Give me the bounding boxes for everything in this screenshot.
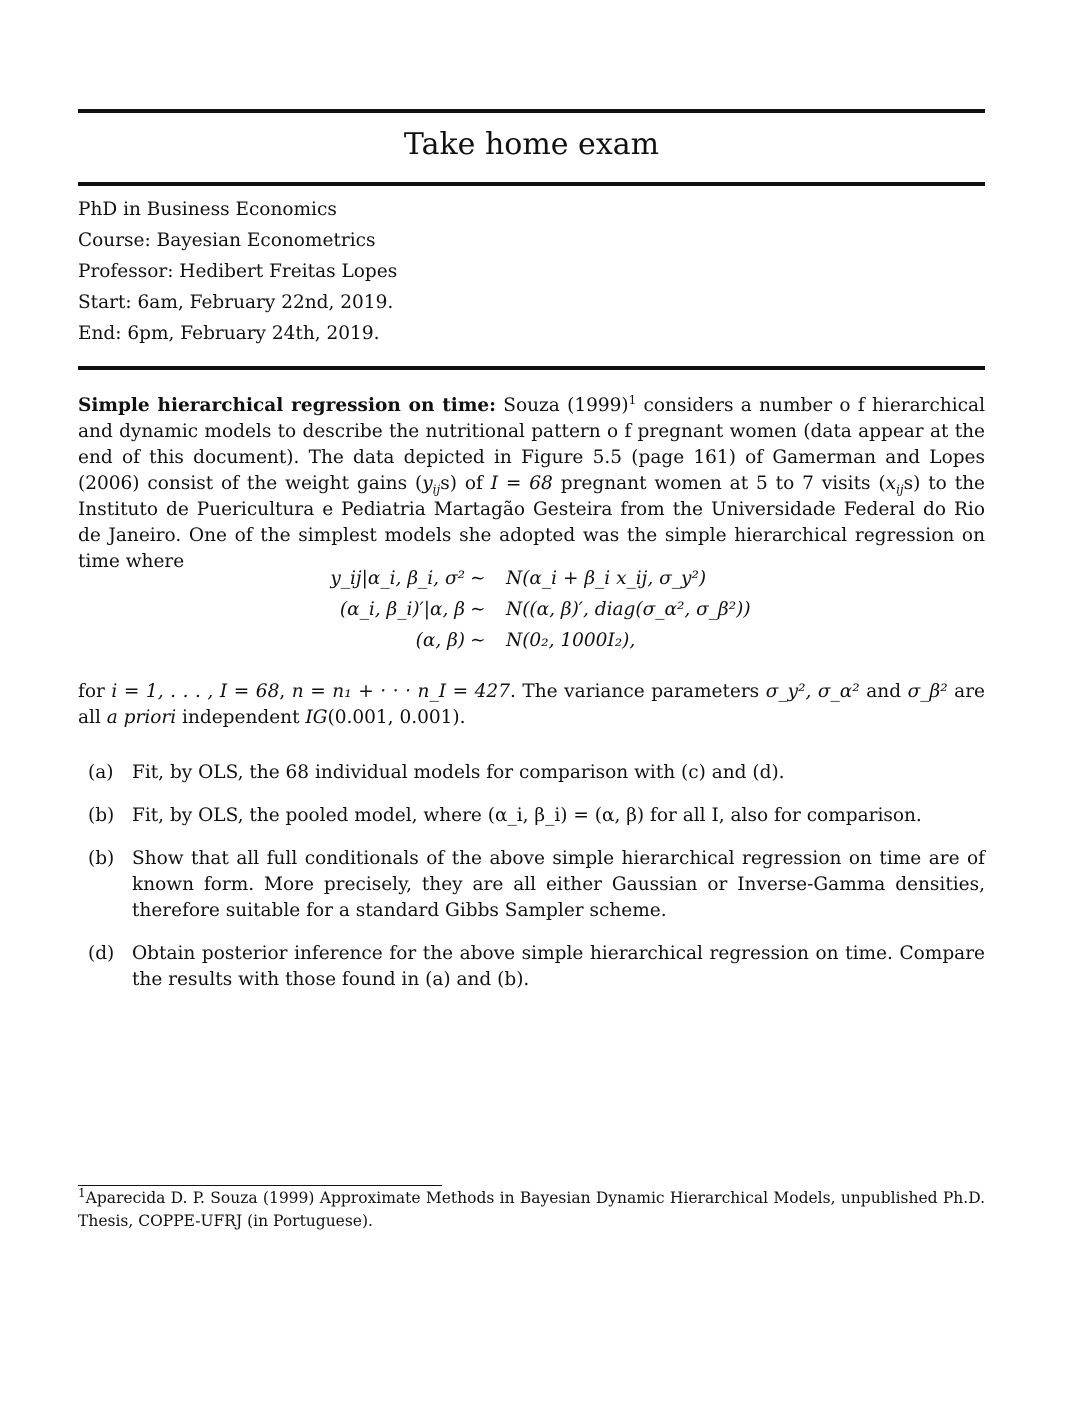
equation-lhs: (α_i, β_i)′|α, β — [339, 599, 465, 620]
footnote-text: Aparecida D. P. Souza (1999) Approximate Methods in Bayesian Dynamic Hierarchical Models, unpublished Ph.D. Thesis, COPPE-UFRJ (in Portuguese). — [78, 1189, 985, 1230]
sample-size: n = n₁ + · · · n_I = 427 — [291, 681, 510, 702]
intro-text-d: pregnant women at 5 to 7 visits ( — [552, 473, 886, 494]
y-sub: ij — [432, 482, 441, 497]
variance-text: . The variance parameters — [509, 681, 766, 702]
professor-line: Professor: Hedibert Freitas Lopes — [78, 261, 398, 282]
equation-rhs: N((α, β)′, diag(σ_α², σ_β²)) — [506, 599, 751, 620]
page-title: Take home exam — [403, 127, 660, 162]
equation-row — [78, 568, 985, 599]
course-line: Course: Bayesian Econometrics — [78, 230, 376, 251]
equation-lhs: y_ij|α_i, β_i, σ² — [330, 568, 465, 589]
index-range: i = 1, . . . , I = 68 — [111, 681, 280, 702]
start-line: Start: 6am, February 22nd, 2019. — [78, 292, 394, 313]
equation-row — [78, 599, 985, 630]
variance-text: independent — [176, 707, 306, 728]
model-equations — [78, 568, 985, 661]
I-equation: I = 68 — [490, 473, 553, 494]
variance-paragraph — [78, 679, 985, 731]
item-text: Obtain posterior inference for the above simple hierarchical regression on time. Compare the results with those found in (a) and (b). — [132, 943, 985, 990]
a-priori-text: a priori — [106, 707, 177, 728]
variance-text: and — [859, 681, 908, 702]
y-var: y — [422, 473, 433, 494]
equation-row — [78, 630, 985, 661]
equation-relation: ∼ — [470, 630, 486, 651]
meta-rule — [78, 366, 985, 370]
variance-param-beta: σ_β² — [907, 681, 948, 702]
program-line: PhD in Business Economics — [78, 199, 337, 220]
variance-text: for — [78, 681, 112, 702]
intro-text-c: s) of — [440, 473, 491, 494]
intro-text-a: Souza (1999) — [496, 395, 629, 416]
item-text: Fit, by OLS, the pooled model, where (α_i, β_i) = (α, β) for all I, also for comparison. — [132, 805, 922, 826]
intro-text-e: s) to the Instituto de Puericultura e Pediatria Martagão Gesteira from the Universidade Federal do Rio de Janeiro. One of the simplest models she adopted was the simple hierarchical regression on time where — [78, 473, 985, 572]
x-sub: ij — [896, 482, 904, 497]
list-item — [88, 941, 985, 993]
x-var: x — [885, 473, 897, 494]
equation-relation: ∼ — [470, 599, 486, 620]
end-line: End: 6pm, February 24th, 2019. — [78, 323, 380, 344]
footnote-rule — [78, 1185, 442, 1186]
list-item — [88, 846, 985, 924]
list-item — [88, 760, 985, 786]
problem-paragraph — [78, 393, 985, 575]
question-list — [88, 760, 985, 993]
item-text: Fit, by OLS, the 68 individual models for comparison with (c) and (d). — [132, 762, 785, 783]
ig-symbol: IG — [305, 707, 328, 728]
equation-rhs: N(0₂, 1000I₂), — [506, 630, 636, 651]
item-label: (b) — [88, 805, 115, 826]
footnote — [78, 1187, 985, 1233]
exam-meta — [78, 196, 397, 351]
title-rule — [78, 182, 985, 186]
intro-text-b: considers a number o f hierarchical and dynamic models to describe the nutritional pattern o f pregnant women (data appear at the end of this document). The data depicted in Figure 5.5 (page 161) of Gamerman and Lopes (2006) consist of the weight gains ( — [78, 395, 985, 494]
ig-params: (0.001, 0.001). — [327, 707, 466, 728]
variance-text: are all — [78, 681, 986, 728]
item-label: (b) — [88, 848, 115, 869]
item-text: Show that all full conditionals of the above simple hierarchical regression on time are of known form. More precisely, they are all either Gaussian or Inverse-Gamma densities, therefore suitable for a standard Gibbs Sampler scheme. — [132, 848, 985, 921]
problem-heading: Simple hierarchical regression on time: — [78, 395, 497, 416]
item-label: (d) — [88, 943, 115, 964]
list-item — [88, 803, 985, 829]
footnote-mark: 1 — [78, 1185, 86, 1200]
variance-params: σ_y², σ_α² — [765, 681, 860, 702]
variance-text: , — [279, 681, 292, 702]
equation-rhs: N(α_i + β_i x_ij, σ_y²) — [506, 568, 707, 589]
equation-lhs: (α, β) — [415, 630, 465, 651]
item-label: (a) — [88, 762, 114, 783]
top-rule — [78, 109, 985, 113]
equation-relation: ∼ — [470, 568, 486, 589]
footnote-ref[interactable]: 1 — [628, 392, 637, 407]
